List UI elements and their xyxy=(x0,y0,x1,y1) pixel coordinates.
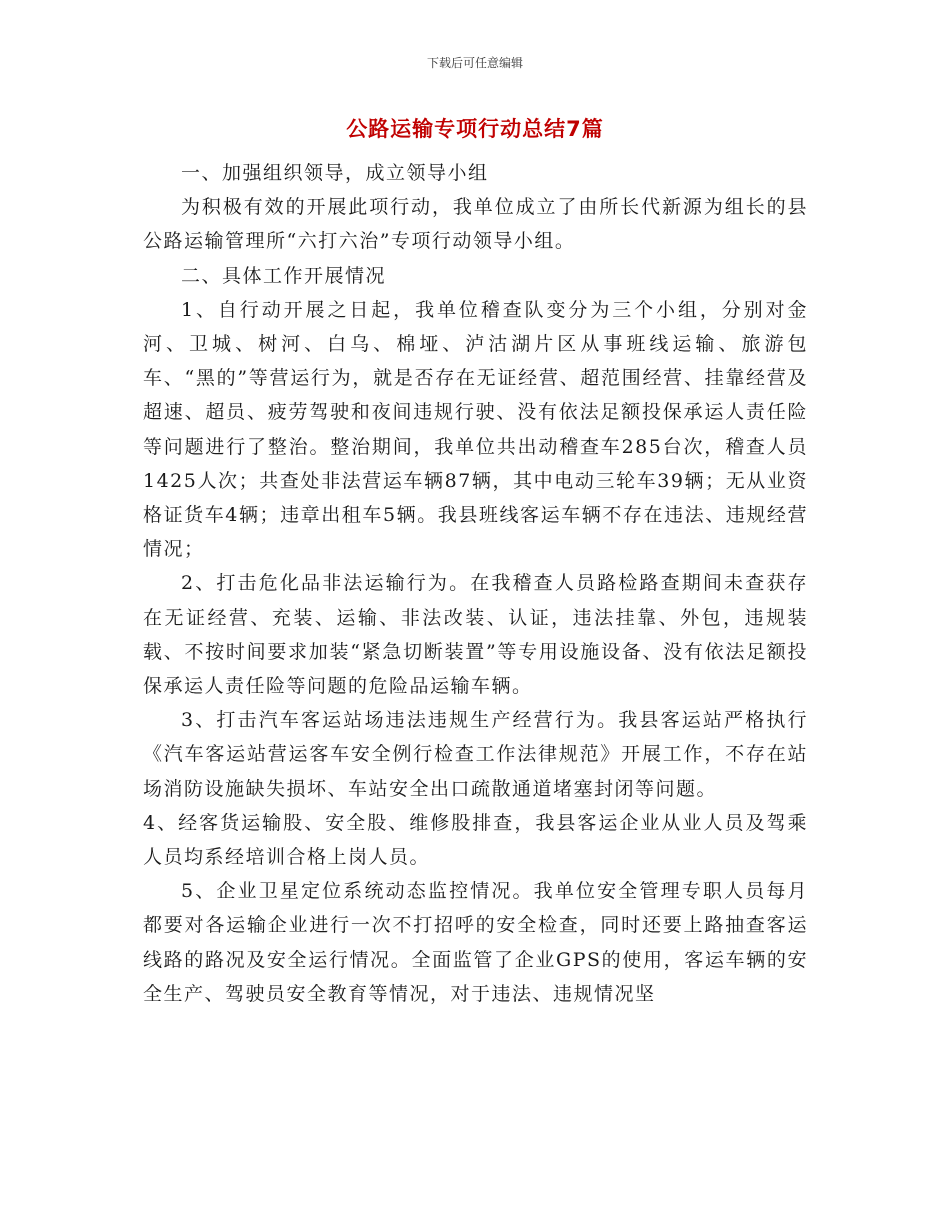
document-title: 公路运输专项行动总结7篇 xyxy=(346,117,604,141)
paragraph: 1、自行动开展之日起，我单位稽查队变分为三个小组，分别对金河、卫城、树河、白乌、棉垭、泸沽湖片区从事班线运输、旅游包车、“黑的”等营运行为，就是否存在无证经营、超范围经营、挂靠经营及超速、超员、疲劳驾驶和夜间违规行驶、没有依法足额投保承运人责任险等问题进行了整治。整治期间，我单位共出动稽查车285台次，稽查人员1425人次；共查处非法营运车辆87辆，其中电动三轮车39辆；无从业资格证货车4辆；违章出租车5辆。我县班线客运车辆不存在违法、违规经营情况； xyxy=(143,298,808,561)
paragraph: 5、企业卫星定位系统动态监控情况。我单位安全管理专职人员每月都要对各运输企业进行一次不打招呼的安全检查，同时还要上路抽查客运线路的路况及安全运行情况。全面监管了企业GPS的使用，客运车辆的安全生产、驾驶员安全教育等情况，对于违法、违规情况坚 xyxy=(143,880,808,1005)
page-header: 下载后可任意编辑 xyxy=(426,56,523,70)
paragraph: 3、打击汽车客运站场违法违规生产经营行为。我县客运站严格执行《汽车客运站营运客车安全例行检查工作法律规范》开展工作，不存在站场消防设施缺失损坏、车站安全出口疏散通道堵塞封闭等问题。 xyxy=(143,709,808,800)
section-heading-1: 一、加强组织领导，成立领导小组 xyxy=(181,162,489,184)
document-body xyxy=(143,156,808,1011)
paragraph: 4、经客货运输股、安全股、维修股排查，我县客运企业从业人员及驾乘人员均系经培训合格上岗人员。 xyxy=(143,811,808,869)
paragraph: 2、打击危化品非法运输行为。在我稽查人员路检路查期间未查获存在无证经营、充装、运输、非法改装、认证，违法挂靠、外包，违规装载、不按时间要求加装“紧急切断装置”等专用设施设备、没有依法足额投保承运人责任险等问题的危险品运输车辆。 xyxy=(143,572,808,698)
paragraph: 为积极有效的开展此项行动，我单位成立了由所长代新源为组长的县公路运输管理所“六打六治”专项行动领导小组。 xyxy=(143,196,808,253)
section-heading-2: 二、具体工作开展情况 xyxy=(181,264,387,287)
